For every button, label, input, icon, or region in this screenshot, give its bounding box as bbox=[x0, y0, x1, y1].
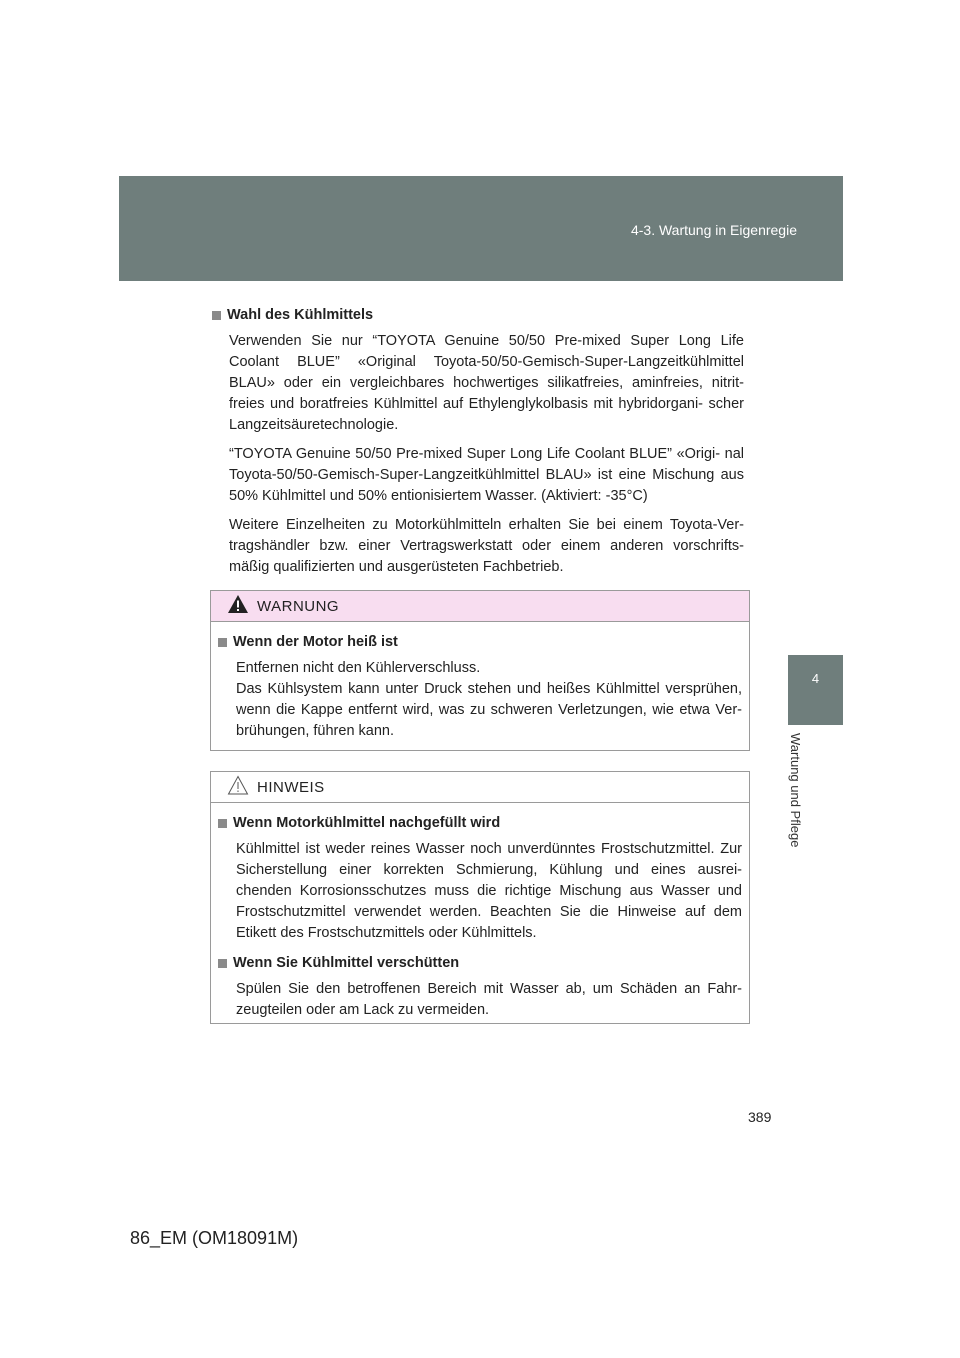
notice-heading: HINWEIS bbox=[257, 778, 325, 796]
warning-triangle-icon bbox=[227, 594, 249, 618]
notice-item-title bbox=[218, 953, 742, 974]
notice-item-title-text: Wenn Motorkühlmittel nachgefüllt wird bbox=[233, 815, 501, 831]
square-bullet-icon bbox=[218, 638, 227, 647]
warning-box-body bbox=[211, 622, 749, 757]
warning-box bbox=[210, 590, 750, 751]
section-heading bbox=[212, 305, 744, 326]
section-title: 4-3. Wartung in Eigenregie bbox=[630, 222, 797, 238]
warning-item-title bbox=[218, 632, 742, 653]
warning-heading: WARNUNG bbox=[257, 597, 340, 615]
chapter-number: 4 bbox=[811, 671, 820, 686]
paragraph: Weitere Einzelheiten zu Motorkühlmitteln erhalten Sie bei einem Toyota-Ver- tragshändler bzw. einer Vertragswerkstatt oder einem anderen vorschrifts- mäßig qualifizierten und ausgerüsteten Fachbetrieb. bbox=[229, 517, 744, 575]
page-number: 389 bbox=[748, 1109, 772, 1125]
warning-item-title-text: Wenn der Motor heiß ist bbox=[233, 634, 398, 650]
warning-text-line1: Entfernen nicht den Kühlerverschluss. bbox=[236, 660, 481, 676]
notice-box-header bbox=[211, 772, 749, 803]
notice-item-text: Kühlmittel ist weder reines Wasser noch unverdünntes Frostschutzmittel. Zur Sicherstellung einer korrekten Schmierung, Kühlung und eines ausrei- chenden Korrosionsschutzes muss die richtige Mischung aus Wasser und Frostschutzmittel verwendet werden. Beachten Sie die Hinweise auf dem Etikett des Frostschutzmittels oder Kühlmittels. bbox=[236, 841, 742, 941]
manual-code: 86_EM (OM18091M) bbox=[130, 1228, 299, 1248]
notice-triangle-outline-icon bbox=[227, 775, 249, 799]
section-heading-text: Wahl des Kühlmittels bbox=[227, 307, 374, 323]
notice-box bbox=[210, 771, 750, 1024]
notice-item-text: Spülen Sie den betroffenen Bereich mit Wasser ab, um Schäden an Fahr- zeugteilen oder am Lack zu vermeiden. bbox=[236, 981, 742, 1018]
square-bullet-icon bbox=[218, 959, 227, 968]
warning-box-header bbox=[211, 591, 749, 622]
chapter-label: Wartung und Pflege bbox=[788, 733, 803, 848]
square-bullet-icon bbox=[218, 819, 227, 828]
paragraph: “TOYOTA Genuine 50/50 Pre-mixed Super Long Life Coolant BLUE” «Origi- nal Toyota-50/50-Gemisch-Super-Langzeitkühlmittel BLAU» ist eine Mischung aus 50% Kühlmittel und 50% entionisiertem Wasser. (Aktiviert: -35°C) bbox=[229, 446, 744, 504]
chapter-number-tab bbox=[788, 655, 843, 725]
notice-item-title bbox=[218, 813, 742, 834]
main-content bbox=[212, 305, 744, 586]
paragraph: Verwenden Sie nur “TOYOTA Genuine 50/50 Pre-mixed Super Long Life Coolant BLUE” «Original Toyota-50/50-Gemisch-Super-Langzeitkühlmittel BLAU» oder ein vergleichbares hochwertiges silikatfreies, aminfreies, nitrit- freies und boratfreies Kühlmittel auf Ethylenglykolbasis mit hybridorgani- scher Langzeitsäuretechnologie. bbox=[229, 333, 744, 433]
square-bullet-icon bbox=[212, 311, 221, 320]
chapter-side-tab bbox=[788, 725, 843, 885]
notice-item-title-text: Wenn Sie Kühlmittel verschütten bbox=[233, 955, 460, 971]
section-header bbox=[119, 176, 843, 281]
notice-box-body bbox=[211, 803, 749, 1036]
warning-text bbox=[236, 658, 742, 742]
warning-text-line2: Das Kühlsystem kann unter Druck stehen und heißes Kühlmittel versprühen, wenn die Kappe entfernt wird, was zu schweren Verletzungen, wie etwa Ver- brühungen, führen kann. bbox=[236, 681, 742, 739]
